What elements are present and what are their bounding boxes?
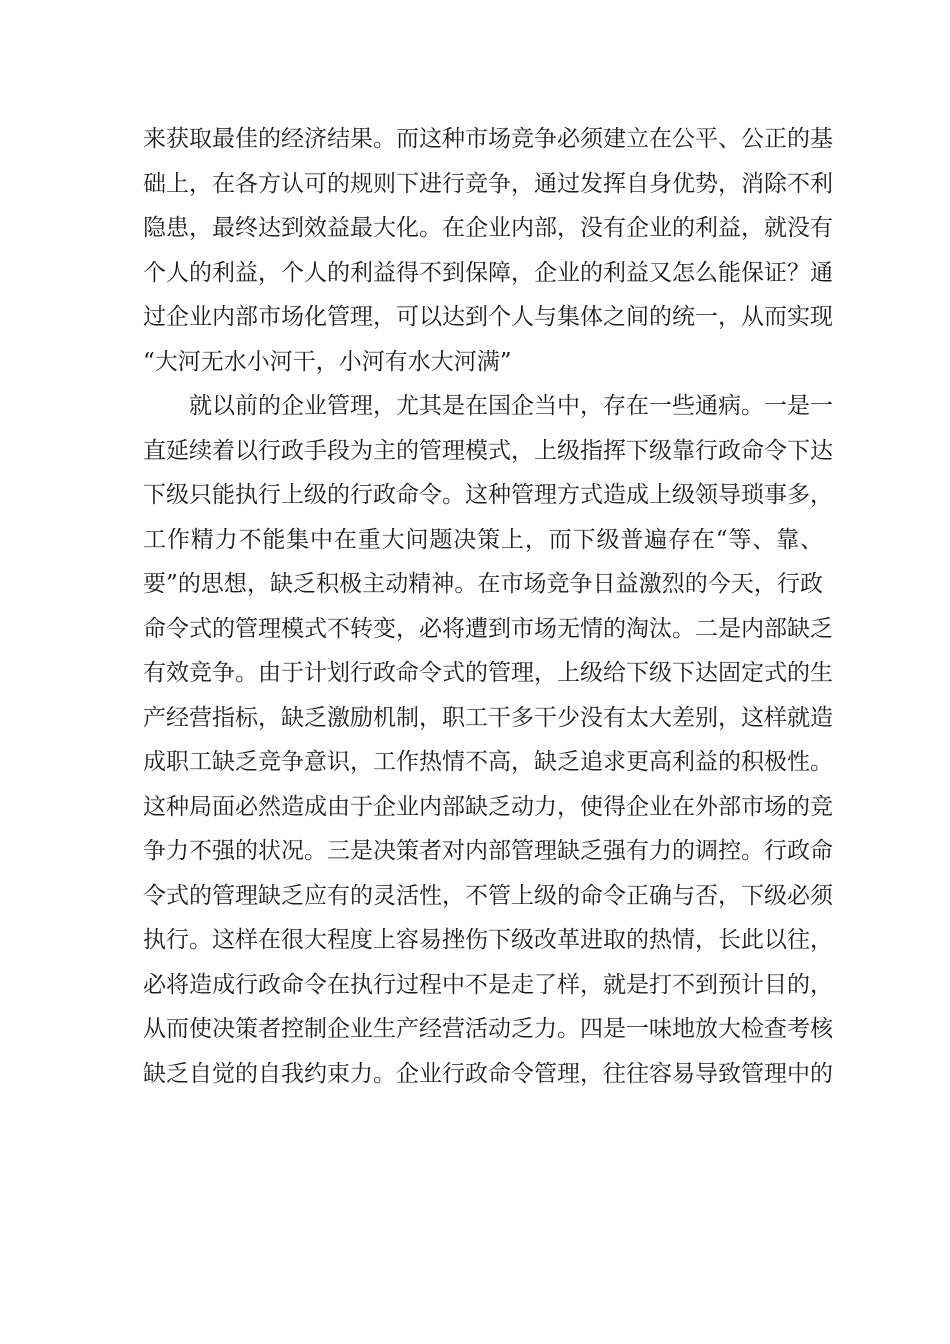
paragraph-2 <box>143 384 833 1096</box>
text-line: 要”的思想，缺乏积极主动精神。在市场竞争日益激烈的今天，行政 <box>143 571 823 597</box>
text-line: 直延续着以行政手段为主的管理模式，上级指挥下级靠行政命令下达 <box>143 437 833 464</box>
text-line: 令式的管理缺乏应有的灵活性，不管上级的命令正确与否，下级必须 <box>143 882 833 909</box>
text-line: 争力不强的状况。三是决策者对内部管理缺乏强有力的调控。行政命 <box>143 838 833 864</box>
text-line: 成职工缺乏竞争意识，工作热情不高，缺乏追求更高利益的积极性。 <box>143 749 833 775</box>
text-line: 执行。这样在很大程度上容易挫伤下级改革进取的热情，长此以往， <box>143 927 833 953</box>
text-line: “大河无水小河干，小河有水大河满” <box>143 348 512 375</box>
text-line: 产经营指标，缺乏激励机制，职工干多干少没有太大差别，这样就造 <box>143 704 833 731</box>
text-line: 础上，在各方认可的规则下进行竞争，通过发挥自身优势，消除不利 <box>143 170 833 197</box>
text-line: 有效竞争。由于计划行政命令式的管理，上级给下级下达固定式的生 <box>143 660 833 686</box>
paragraph-1 <box>143 117 833 384</box>
text-line: 过企业内部市场化管理，可以达到个人与集体之间的统一，从而实现 <box>143 304 833 330</box>
text-line: 就以前的企业管理，尤其是在国企当中，存在一些通病。一是一 <box>189 393 833 419</box>
text-line: 隐患，最终达到效益最大化。在企业内部，没有企业的利益，就没有 <box>143 215 833 241</box>
text-line: 必将造成行政命令在执行过程中不是走了样，就是打不到预计目的， <box>143 971 833 998</box>
text-line: 工作精力不能集中在重大问题决策上，而下级普遍存在“等、靠、 <box>143 526 823 553</box>
text-line: 从而使决策者控制企业生产经营活动乏力。四是一味地放大检查考核 <box>143 1016 833 1042</box>
text-line: 下级只能执行上级的行政命令。这种管理方式造成上级领导琐事多， <box>143 482 833 508</box>
text-line: 个人的利益，个人的利益得不到保障，企业的利益又怎么能保证？通 <box>143 259 833 286</box>
text-line: 这种局面必然造成由于企业内部缺乏动力，使得企业在外部市场的竞 <box>143 793 833 820</box>
text-line: 缺乏自觉的自我约束力。企业行政命令管理，往往容易导致管理中的 <box>143 1060 833 1087</box>
text-line: 命令式的管理模式不转变，必将遭到市场无情的淘汰。二是内部缺乏 <box>143 615 833 642</box>
text-line: 来获取最佳的经济结果。而这种市场竞争必须建立在公平、公正的基 <box>143 126 833 152</box>
body-text <box>143 117 833 1096</box>
